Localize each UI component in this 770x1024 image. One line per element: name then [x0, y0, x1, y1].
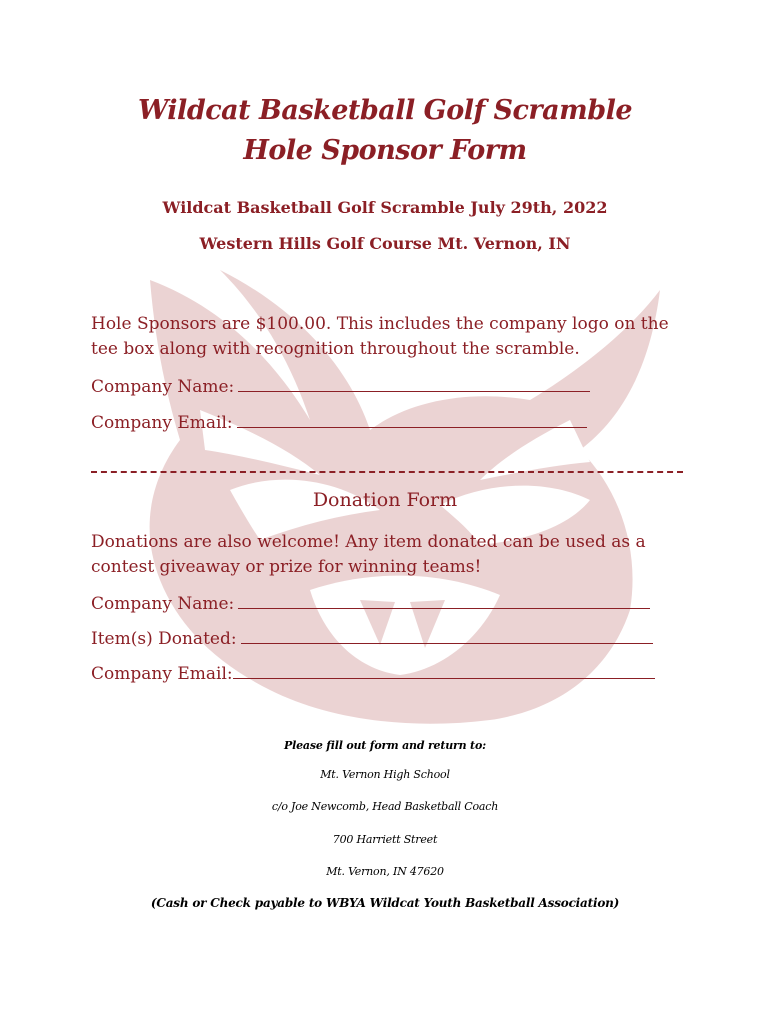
donation-items-field[interactable]: [91, 627, 653, 649]
return-street: 700 Harriett Street: [332, 833, 438, 846]
sponsor-company-name-field[interactable]: [91, 375, 590, 397]
donation-company-email-line[interactable]: [233, 662, 655, 679]
donation-company-name-line[interactable]: [238, 592, 650, 609]
cut-line-divider: [91, 461, 683, 473]
form-title-line2: Hole Sponsor Form: [243, 135, 527, 166]
donation-company-name-field[interactable]: [91, 592, 650, 614]
sponsor-company-email-field[interactable]: [91, 411, 587, 433]
donation-description: Donations are also welcome! Any item donated can be used as a contest giveaway or prize for winning teams!: [91, 532, 646, 577]
sponsor-company-email-line[interactable]: [237, 411, 587, 428]
return-school: Mt. Vernon High School: [320, 768, 450, 781]
sponsor-company-name-label: Company Name:: [91, 377, 235, 397]
donation-items-label: Item(s) Donated:: [91, 629, 237, 649]
donation-company-email-field[interactable]: [91, 662, 655, 684]
event-date-line: Wildcat Basketball Golf Scramble July 29th, 2022: [162, 198, 608, 217]
donation-company-email-label: Company Email:: [91, 664, 233, 684]
donation-company-name-label: Company Name:: [91, 594, 235, 614]
payment-note: (Cash or Check payable to WBYA Wildcat Youth Basketball Association): [150, 896, 620, 910]
return-instruction: Please fill out form and return to:: [284, 739, 486, 752]
donation-heading: Donation Form: [312, 489, 458, 511]
return-attention: c/o Joe Newcomb, Head Basketball Coach: [271, 800, 499, 813]
sponsor-company-email-label: Company Email:: [91, 413, 233, 433]
form-title-line1: Wildcat Basketball Golf Scramble: [137, 95, 633, 126]
return-city: Mt. Vernon, IN 47620: [326, 865, 444, 878]
donation-items-line[interactable]: [241, 627, 653, 644]
sponsor-description: Hole Sponsors are $100.00. This includes the company logo on the tee box along with recognition throughout the scramble.: [91, 314, 669, 359]
venue-line: Western Hills Golf Course Mt. Vernon, IN: [199, 234, 571, 253]
sponsor-company-name-line[interactable]: [238, 375, 590, 392]
